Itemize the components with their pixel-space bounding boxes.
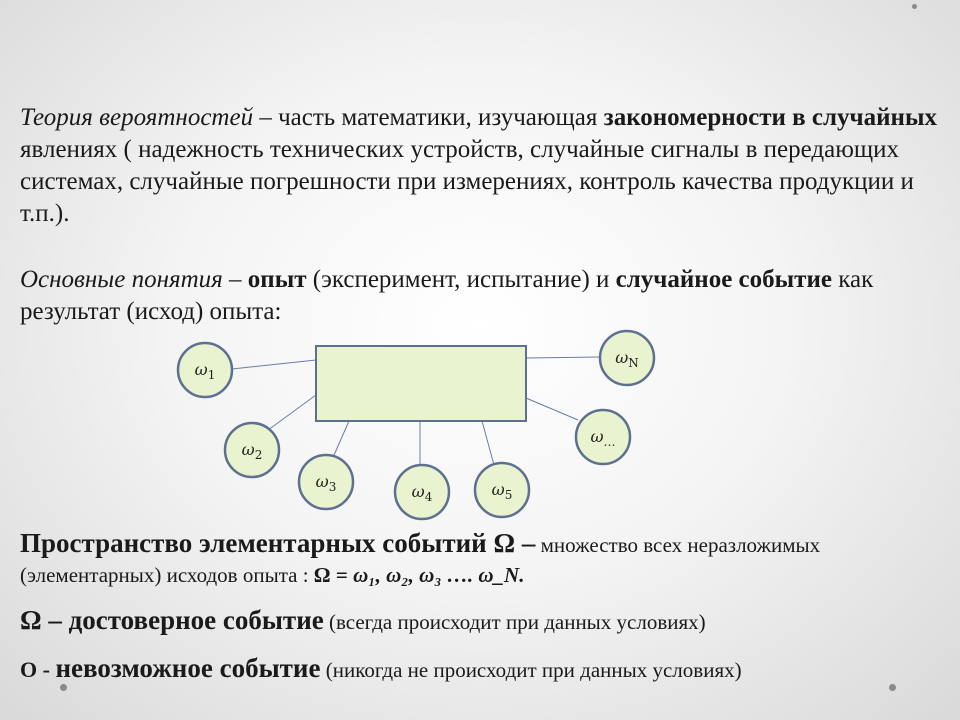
node-omega-n bbox=[600, 331, 654, 385]
node-omega-dots bbox=[576, 410, 630, 464]
impossible-event-paragraph bbox=[20, 652, 940, 686]
node-omega-3 bbox=[299, 455, 353, 509]
node-omega-2 bbox=[225, 423, 279, 477]
experiment-box bbox=[316, 346, 526, 421]
bold-experiment: опыт bbox=[247, 266, 307, 293]
svg-text:ω4: $\omega_4$ bbox=[411, 482, 433, 504]
impossible-event-rest: (никогда не происходит при данных условиях) bbox=[320, 658, 742, 682]
term-probability-theory: Теория вероятностей bbox=[20, 104, 254, 131]
concepts-dash: – bbox=[222, 266, 248, 293]
slide-dot-right bbox=[889, 684, 896, 691]
connector-line-2 bbox=[264, 395, 316, 433]
connector-line-1 bbox=[232, 360, 316, 369]
connector-line-5 bbox=[482, 421, 494, 465]
definition-dash-text: – часть математики, изучающая bbox=[253, 104, 604, 131]
concepts-rest: как результат (исход) опыта: bbox=[20, 266, 874, 325]
bold-regularities: закономерности в случайных bbox=[603, 104, 937, 131]
certain-event-rest: (всегда происходит при данных условиях) bbox=[323, 610, 706, 634]
term-basic-concepts: Основные понятия bbox=[20, 266, 223, 293]
node-omega-1 bbox=[178, 343, 232, 397]
slide-dot-left bbox=[60, 684, 67, 691]
svg-text:ω5: $\omega_5$ bbox=[491, 480, 513, 502]
definition-rest: явлениях ( надежность технических устройств, случайные сигналы в передающих системах, случайные погрешности при измерениях, контроль качества продукции и т.п.). bbox=[20, 136, 914, 227]
bold-random-event: случайное событие bbox=[615, 266, 832, 293]
concepts-mid: (эксперимент, испытание) и bbox=[306, 266, 616, 293]
sample-space-rest: множество всех неразложимых (элементарных) исходов опыта : bbox=[20, 533, 821, 587]
slide-dot-top bbox=[912, 4, 917, 9]
connector-line-6 bbox=[526, 398, 578, 420]
svg-text:ω2: $\omega_2$ bbox=[241, 440, 263, 462]
svg-text:ω…: $\omega_\dots$ bbox=[590, 427, 616, 449]
empty-set-symbol: O - bbox=[20, 657, 56, 682]
bold-sample-space: Пространство элементарных событий Ω – bbox=[20, 528, 536, 558]
svg-text:ω1: $\omega_1$ bbox=[194, 360, 216, 382]
sample-space-paragraph bbox=[20, 528, 940, 590]
connector-line-7 bbox=[526, 357, 600, 358]
omega-equals: Ω = bbox=[313, 563, 354, 587]
certain-event-paragraph bbox=[20, 604, 940, 638]
bold-impossible-event: невозможное событие bbox=[55, 653, 321, 683]
svg-text:ω3: $\omega_3$ bbox=[315, 472, 337, 494]
bold-certain-event: Ω – достоверное событие bbox=[20, 605, 324, 635]
node-omega-5 bbox=[475, 463, 529, 517]
svg-text:ωN: $\omega_N$ bbox=[615, 348, 639, 370]
node-omega-4 bbox=[395, 465, 449, 519]
omega-formula: ω₁, ω₂, ω₃ …. ω_N. bbox=[353, 563, 525, 587]
